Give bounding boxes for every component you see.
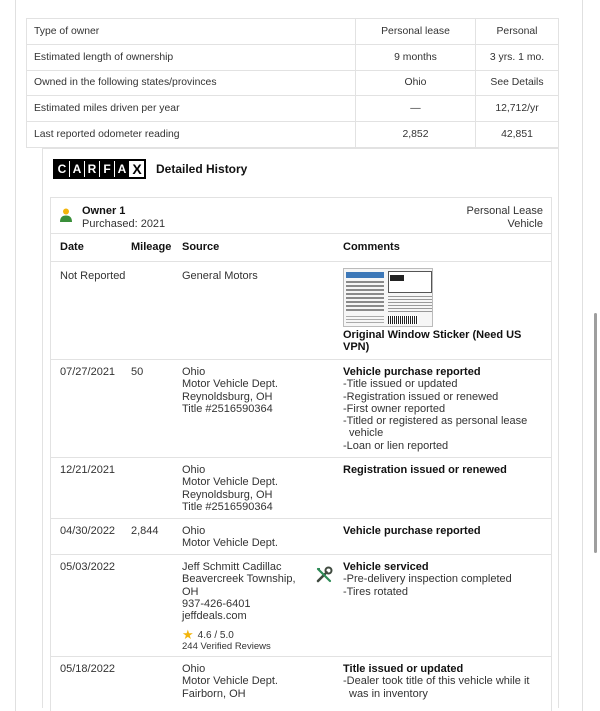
summary-label: Last reported odometer reading	[34, 129, 180, 141]
logo-letter: C	[55, 161, 69, 177]
source-line: Jeff Schmitt Cadillac	[182, 561, 282, 573]
summary-row-states	[27, 70, 558, 96]
logo-letter: A	[115, 161, 129, 177]
summary-owner2-value: 12,712/yr	[475, 96, 558, 121]
summary-owner2-value: 3 yrs. 1 mo.	[475, 45, 558, 70]
source-line: Ohio	[182, 525, 206, 537]
divider	[51, 554, 551, 555]
comment-item: -Loan or lien reported	[343, 439, 449, 452]
record-date: 04/30/2022	[60, 525, 116, 537]
source-line: Title #2516590364	[182, 402, 273, 415]
summary-owner1-value: 2,852	[355, 122, 475, 147]
record-comment-title: Vehicle serviced	[343, 561, 429, 573]
source-line: Beavercreek Township,	[182, 573, 296, 586]
logo-letter: A	[70, 161, 84, 177]
record-comment-title: Vehicle purchase reported	[343, 366, 481, 378]
record-date: 05/03/2022	[60, 561, 116, 573]
detailed-history-title: Detailed History	[156, 162, 248, 176]
divider	[51, 518, 551, 519]
source-line: Motor Vehicle Dept.	[182, 675, 278, 688]
summary-label: Estimated length of ownership	[34, 51, 174, 63]
logo-letter: F	[100, 161, 114, 177]
source-line: Title #2516590364	[182, 500, 273, 513]
record-source	[182, 561, 296, 622]
summary-row-ownership-length	[27, 44, 558, 70]
summary-label: Owned in the following states/provinces	[34, 77, 217, 89]
record-mileage: 50	[131, 366, 144, 378]
owner-card	[50, 197, 552, 711]
owner-type-line: Personal Lease	[466, 205, 543, 217]
owner-type	[423, 205, 543, 231]
summary-row-owner-type	[27, 18, 558, 44]
record-source	[182, 366, 278, 415]
comment-item: -Title issued or updated	[343, 378, 458, 391]
record-date: 07/27/2021	[60, 366, 116, 378]
source-line: Motor Vehicle Dept.	[182, 378, 278, 391]
summary-owner1-value: 9 months	[355, 45, 475, 70]
comment-item: -Pre-delivery inspection completed	[343, 573, 512, 586]
divider	[51, 233, 551, 234]
record-date: 05/18/2022	[60, 663, 116, 675]
record-comment-title: Registration issued or renewed	[343, 464, 507, 476]
source-line: Motor Vehicle Dept.	[182, 476, 278, 489]
record-source: General Motors	[182, 270, 258, 282]
comment-item: -First owner reported	[343, 402, 446, 415]
divider	[51, 359, 551, 360]
owner-name: Owner 1	[82, 205, 126, 217]
record-comment-title: Title issued or updated	[343, 663, 464, 675]
summary-row-miles-per-year	[27, 95, 558, 121]
record-comments	[343, 366, 543, 452]
record-comments	[343, 561, 543, 598]
record-comment-title: VPN)	[343, 341, 370, 354]
summary-owner2-value: Personal	[475, 19, 558, 44]
column-header-comments: Comments	[343, 241, 400, 253]
source-line: Ohio	[182, 663, 206, 675]
comment-item: vehicle	[349, 427, 384, 440]
comment-item: -Dealer took title of this vehicle while it	[343, 675, 530, 688]
summary-owner1-value: Personal lease	[355, 19, 475, 44]
record-comments	[343, 525, 543, 537]
divider	[51, 261, 551, 262]
detailed-history-header	[53, 159, 247, 179]
record-comment-title: Vehicle purchase reported	[343, 525, 481, 537]
window-sticker-thumbnail[interactable]	[343, 268, 433, 327]
source-line: Motor Vehicle Dept.	[182, 537, 278, 550]
comment-item: -Tires rotated	[343, 585, 409, 598]
person-icon	[60, 208, 72, 222]
logo-letter: R	[85, 161, 99, 177]
record-source	[182, 525, 278, 550]
owner-purchased: Purchased: 2021	[82, 218, 166, 230]
rating-value: 4.6 / 5.0	[197, 629, 234, 641]
scrollbar-thumb[interactable]	[594, 313, 597, 553]
star-icon: ★	[182, 627, 194, 642]
summary-row-odometer	[27, 121, 558, 147]
logo-letter: X	[130, 161, 144, 177]
column-header-mileage: Mileage	[131, 241, 172, 253]
wrench-screwdriver-icon	[315, 566, 333, 584]
record-date: 12/21/2021	[60, 464, 116, 476]
see-details-link[interactable]: See Details	[475, 71, 558, 96]
carfax-logo	[53, 159, 146, 179]
owner-type-line: Vehicle	[507, 218, 543, 230]
source-line: OH	[182, 585, 199, 598]
summary-label: Type of owner	[34, 25, 100, 37]
comment-item: -Titled or registered as personal lease	[343, 415, 528, 428]
record-source	[182, 663, 278, 700]
record-comments	[343, 464, 543, 476]
divider	[51, 656, 551, 657]
ownership-summary-table	[26, 18, 559, 148]
window-sticker-link[interactable]	[343, 329, 543, 354]
divider	[51, 457, 551, 458]
source-line: Reynoldsburg, OH	[182, 488, 273, 501]
record-date: Not Reported	[60, 270, 126, 282]
source-line: Reynoldsburg, OH	[182, 390, 273, 403]
source-line: Fairborn, OH	[182, 687, 246, 700]
record-source	[182, 464, 278, 513]
comment-item: was in inventory	[349, 687, 428, 700]
record-comment-title: Original Window Sticker (Need US	[343, 329, 522, 341]
column-header-date: Date	[60, 241, 84, 253]
source-line: Ohio	[182, 464, 206, 476]
dealer-phone-link[interactable]: 937-426-6401	[182, 597, 251, 610]
verified-reviews-link[interactable]: 244 Verified Reviews	[182, 641, 271, 652]
summary-owner1-value: —	[355, 96, 475, 121]
dealer-website-link[interactable]: jeffdeals.com	[182, 610, 247, 623]
summary-owner1-value: Ohio	[355, 71, 475, 96]
source-line: Ohio	[182, 366, 206, 378]
comment-item: -Registration issued or renewed	[343, 390, 499, 403]
column-header-source: Source	[182, 241, 220, 253]
summary-owner2-value: 42,851	[475, 122, 558, 147]
record-comments	[343, 663, 543, 700]
record-mileage: 2,844	[131, 525, 159, 537]
summary-label: Estimated miles driven per year	[34, 103, 180, 115]
